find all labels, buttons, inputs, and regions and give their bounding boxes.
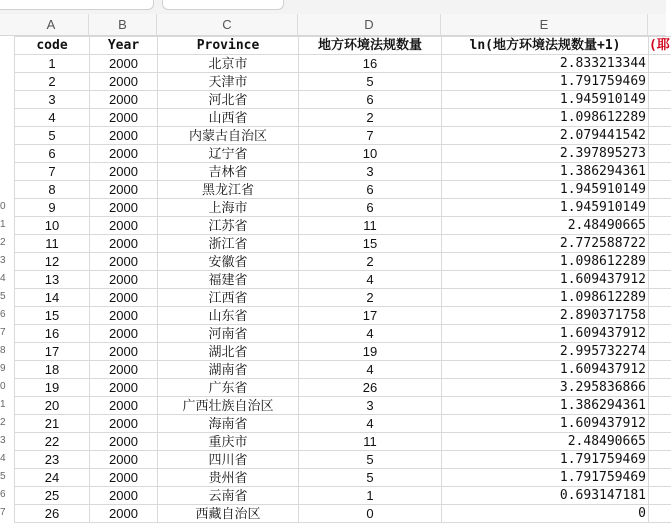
cell-province[interactable]: 重庆市 [158,433,299,451]
cell-ln-value[interactable]: 2.772588722 [442,235,649,253]
cell-province[interactable]: 北京市 [158,55,299,73]
table-row [15,415,671,433]
cell-ln-value[interactable]: 2.833213344 [442,55,649,73]
cell-ln-value[interactable]: 2.397895273 [442,145,649,163]
cell-regulation-count[interactable]: 11 [299,217,442,235]
cell-regulation-count[interactable]: 4 [299,361,442,379]
cell-year[interactable]: 2000 [90,397,158,415]
table-row [15,361,671,379]
column-header-bar [0,14,666,36]
cell-year[interactable]: 2000 [90,505,158,523]
cell-empty[interactable] [649,433,671,451]
cell-empty[interactable] [649,199,671,217]
cell-regulation-count[interactable]: 2 [299,289,442,307]
cell-ln-value[interactable]: 1.791759469 [442,451,649,469]
header-cell-ln-regulation-count[interactable]: ln(地方环境法规数量+1) [442,37,649,55]
cell-regulation-count[interactable]: 6 [299,91,442,109]
cell-province[interactable]: 福建省 [158,271,299,289]
cell-code[interactable]: 24 [15,469,90,487]
cell-regulation-count[interactable]: 10 [299,145,442,163]
cell-empty[interactable] [649,163,671,181]
cell-ln-value[interactable]: 0.693147181 [442,487,649,505]
table-row [15,451,671,469]
cell-empty[interactable] [649,361,671,379]
cell-year[interactable]: 2000 [90,55,158,73]
cell-empty[interactable] [649,325,671,343]
cell-year[interactable]: 2000 [90,469,158,487]
row-number[interactable]: 5 [0,291,6,302]
cell-empty[interactable] [649,397,671,415]
cell-province[interactable]: 黑龙江省 [158,181,299,199]
cell-code[interactable]: 10 [15,217,90,235]
table-row [15,271,671,289]
cell-regulation-count[interactable]: 5 [299,73,442,91]
cell-code[interactable]: 6 [15,145,90,163]
cell-empty[interactable] [649,469,671,487]
cell-ln-value[interactable]: 1.609437912 [442,415,649,433]
cell-year[interactable]: 2000 [90,361,158,379]
row-number[interactable]: 7 [0,327,6,338]
cell-regulation-count[interactable]: 3 [299,397,442,415]
cell-code[interactable]: 8 [15,181,90,199]
header-cell-code[interactable]: code [15,37,90,55]
cell-ln-value[interactable]: 2.48490665 [442,433,649,451]
cell-ln-value[interactable]: 2.48490665 [442,217,649,235]
column-header-a[interactable]: A [14,14,89,35]
cell-empty[interactable] [649,253,671,271]
cell-empty[interactable] [649,505,671,523]
cell-empty[interactable] [649,127,671,145]
cell-code[interactable]: 1 [15,55,90,73]
cell-code[interactable]: 26 [15,505,90,523]
row-number[interactable]: 2 [0,417,6,428]
cell-year[interactable]: 2000 [90,127,158,145]
table-row [15,73,671,91]
row-number[interactable]: 3 [0,435,6,446]
cell-regulation-count[interactable]: 5 [299,451,442,469]
cell-year[interactable]: 2000 [90,379,158,397]
cell-empty[interactable] [649,217,671,235]
table-row [15,163,671,181]
cell-province[interactable]: 浙江省 [158,235,299,253]
cell-year[interactable]: 2000 [90,451,158,469]
cell-regulation-count[interactable]: 0 [299,505,442,523]
cell-empty[interactable] [649,307,671,325]
cell-empty[interactable] [649,271,671,289]
cell-empty[interactable] [649,235,671,253]
cell-year[interactable]: 2000 [90,181,158,199]
cell-province[interactable]: 贵州省 [158,469,299,487]
cell-province[interactable]: 吉林省 [158,163,299,181]
cell-ln-value[interactable]: 1.945910149 [442,181,649,199]
cell-province[interactable]: 河南省 [158,325,299,343]
row-number[interactable]: 0 [0,201,6,212]
table-row [15,307,671,325]
cell-year[interactable]: 2000 [90,73,158,91]
header-cell-year[interactable]: Year [90,37,158,55]
cell-ln-value[interactable]: 2.079441542 [442,127,649,145]
cell-code[interactable]: 2 [15,73,90,91]
cell-year[interactable]: 2000 [90,433,158,451]
cell-regulation-count[interactable]: 6 [299,199,442,217]
cell-ln-value[interactable]: 1.791759469 [442,73,649,91]
cell-code[interactable]: 17 [15,343,90,361]
cell-code[interactable]: 5 [15,127,90,145]
cell-ln-value[interactable]: 2.890371758 [442,307,649,325]
table-row [15,235,671,253]
cell-code[interactable]: 16 [15,325,90,343]
cell-regulation-count[interactable]: 11 [299,433,442,451]
cell-empty[interactable] [649,181,671,199]
cell-empty[interactable] [649,109,671,127]
cell-regulation-count[interactable]: 7 [299,127,442,145]
cell-year[interactable]: 2000 [90,307,158,325]
tab-first[interactable] [0,0,154,10]
cell-code[interactable]: 13 [15,271,90,289]
cell-year[interactable]: 2000 [90,415,158,433]
cell-code[interactable]: 9 [15,199,90,217]
table-row [15,289,671,307]
cell-ln-value[interactable]: 1.386294361 [442,397,649,415]
row-number[interactable]: 0 [0,381,6,392]
column-header-c[interactable]: C [157,14,298,35]
table-row [15,505,671,523]
cell-province[interactable]: 西藏自治区 [158,505,299,523]
table-row [15,217,671,235]
table-row [15,469,671,487]
cell-regulation-count[interactable]: 2 [299,109,442,127]
table-row [15,343,671,361]
column-header-b[interactable]: B [89,14,157,35]
row-number[interactable]: 3 [0,255,6,266]
cell-code[interactable]: 7 [15,163,90,181]
cell-empty[interactable] [649,73,671,91]
cell-year[interactable]: 2000 [90,289,158,307]
cell-regulation-count[interactable]: 19 [299,343,442,361]
cell-province[interactable]: 湖南省 [158,361,299,379]
cell-province[interactable]: 广东省 [158,379,299,397]
header-cell-province[interactable]: Province [158,37,299,55]
row-number[interactable]: 9 [0,363,6,374]
table-row [15,127,671,145]
cell-province[interactable]: 四川省 [158,451,299,469]
cell-regulation-count[interactable]: 4 [299,325,442,343]
cell-regulation-count[interactable]: 15 [299,235,442,253]
table-row [15,397,671,415]
column-header-e[interactable]: E [441,14,648,35]
cell-code[interactable]: 14 [15,289,90,307]
cell-ln-value[interactable]: 1.609437912 [442,361,649,379]
cell-year[interactable]: 2000 [90,487,158,505]
cell-ln-value[interactable]: 0 [442,505,649,523]
cell-ln-value[interactable]: 1.098612289 [442,253,649,271]
cell-province[interactable]: 辽宁省 [158,145,299,163]
cell-year[interactable]: 2000 [90,235,158,253]
cell-province[interactable]: 上海市 [158,199,299,217]
cell-empty[interactable] [649,145,671,163]
cell-province[interactable]: 山东省 [158,307,299,325]
cell-province[interactable]: 河北省 [158,91,299,109]
table-row [15,325,671,343]
cell-code[interactable]: 22 [15,433,90,451]
header-cell-extra[interactable]: (耶 [649,38,670,53]
cell-code[interactable]: 25 [15,487,90,505]
cell-year[interactable]: 2000 [90,271,158,289]
cell-regulation-count[interactable]: 4 [299,271,442,289]
cell-regulation-count[interactable]: 2 [299,253,442,271]
cell-year[interactable]: 2000 [90,163,158,181]
cell-ln-value[interactable]: 1.386294361 [442,163,649,181]
cell-code[interactable]: 11 [15,235,90,253]
cell-empty[interactable] [649,415,671,433]
cell-province[interactable]: 天津市 [158,73,299,91]
cell-ln-value[interactable]: 1.791759469 [442,469,649,487]
cell-year[interactable]: 2000 [90,145,158,163]
row-number[interactable]: 5 [0,471,6,482]
cell-province[interactable]: 内蒙古自治区 [158,127,299,145]
table-row [15,55,671,73]
tab-strip [0,0,666,14]
row-number[interactable]: 4 [0,273,6,284]
cell-regulation-count[interactable]: 1 [299,487,442,505]
cell-ln-value[interactable]: 2.995732274 [442,343,649,361]
cell-ln-value[interactable]: 1.609437912 [442,325,649,343]
cell-code[interactable]: 19 [15,379,90,397]
cell-code[interactable]: 15 [15,307,90,325]
cell-year[interactable]: 2000 [90,109,158,127]
cell-code[interactable]: 21 [15,415,90,433]
cell-province[interactable]: 海南省 [158,415,299,433]
header-row [15,37,671,55]
cell-regulation-count[interactable]: 4 [299,415,442,433]
cell-province[interactable]: 广西壮族自治区 [158,397,299,415]
row-number[interactable]: 6 [0,489,6,500]
cell-empty[interactable] [649,343,671,361]
cell-regulation-count[interactable]: 6 [299,181,442,199]
cell-province[interactable]: 云南省 [158,487,299,505]
cell-year[interactable]: 2000 [90,91,158,109]
table-row [15,181,671,199]
cell-ln-value[interactable]: 1.098612289 [442,109,649,127]
cell-year[interactable]: 2000 [90,253,158,271]
cell-code[interactable]: 20 [15,397,90,415]
cell-year[interactable]: 2000 [90,343,158,361]
table-row [15,91,671,109]
cell-ln-value[interactable]: 1.609437912 [442,271,649,289]
table-row [15,199,671,217]
row-number[interactable]: 8 [0,345,6,356]
row-number[interactable]: 1 [0,399,6,410]
cell-code[interactable]: 4 [15,109,90,127]
table-row [15,253,671,271]
table-row [15,109,671,127]
column-header-d[interactable]: D [298,14,441,35]
cell-empty[interactable] [649,487,671,505]
cell-province[interactable]: 江西省 [158,289,299,307]
cell-regulation-count[interactable]: 26 [299,379,442,397]
row-number[interactable]: 6 [0,309,6,320]
spreadsheet-grid [14,36,671,523]
cell-code[interactable]: 3 [15,91,90,109]
cell-empty[interactable] [649,289,671,307]
row-number[interactable]: 1 [0,219,6,230]
table-row [15,145,671,163]
cell-empty[interactable] [649,451,671,469]
cell-province[interactable]: 山西省 [158,109,299,127]
cell-regulation-count[interactable]: 17 [299,307,442,325]
cell-ln-value[interactable]: 1.945910149 [442,91,649,109]
cell-year[interactable]: 2000 [90,217,158,235]
cell-year[interactable]: 2000 [90,325,158,343]
cell-province[interactable]: 江苏省 [158,217,299,235]
table-row [15,433,671,451]
cell-empty[interactable] [649,379,671,397]
cell-code[interactable]: 12 [15,253,90,271]
cell-regulation-count[interactable]: 5 [299,469,442,487]
cell-ln-value[interactable]: 1.098612289 [442,289,649,307]
cell-province[interactable]: 湖北省 [158,343,299,361]
header-cell-regulation-count[interactable]: 地方环境法规数量 [299,37,442,55]
cell-empty[interactable] [649,91,671,109]
cell-ln-value[interactable]: 1.945910149 [442,199,649,217]
cell-code[interactable]: 23 [15,451,90,469]
table-row [15,379,671,397]
cell-province[interactable]: 安徽省 [158,253,299,271]
cell-code[interactable]: 18 [15,361,90,379]
cell-empty[interactable] [649,55,671,73]
row-number[interactable]: 7 [0,507,6,518]
tab-second[interactable] [162,0,284,10]
cell-regulation-count[interactable]: 16 [299,55,442,73]
row-number[interactable]: 2 [0,237,6,248]
table-row [15,487,671,505]
cell-regulation-count[interactable]: 3 [299,163,442,181]
cell-ln-value[interactable]: 3.295836866 [442,379,649,397]
cell-year[interactable]: 2000 [90,199,158,217]
row-number[interactable]: 4 [0,453,6,464]
